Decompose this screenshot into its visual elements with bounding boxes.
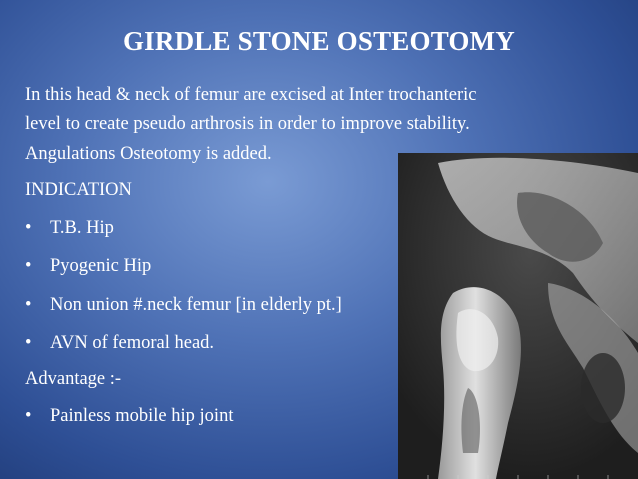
bullet-icon: • [25,218,32,238]
list-item-label: Pyogenic Hip [50,256,152,276]
intro-line: Angulations Osteotomy is added. [25,144,272,164]
list-item [25,295,342,316]
bullet-icon: • [25,295,32,315]
advantage-heading: Advantage :- [25,369,122,389]
hip-xray-image [398,153,638,479]
xray-illustration [398,153,638,479]
list-item-label: Painless mobile hip joint [50,406,234,426]
bullet-icon: • [25,406,32,426]
list-item-label: Non union #.neck femur [in elderly pt.] [50,295,342,315]
list-item [25,218,114,239]
list-item-label: T.B. Hip [50,218,114,238]
list-item [25,406,233,427]
intro-line: level to create pseudo arthrosis in order to improve stability. [25,114,470,134]
intro-line: In this head & neck of femur are excised at Inter trochanteric [25,85,477,105]
bullet-icon: • [25,256,32,276]
bullet-icon: • [25,333,32,353]
indication-heading: INDICATION [25,180,132,200]
list-item-label: AVN of femoral head. [50,333,215,353]
list-item [25,256,151,277]
list-item [25,333,214,354]
slide-title: GIRDLE STONE OSTEOTOMY [122,26,515,56]
